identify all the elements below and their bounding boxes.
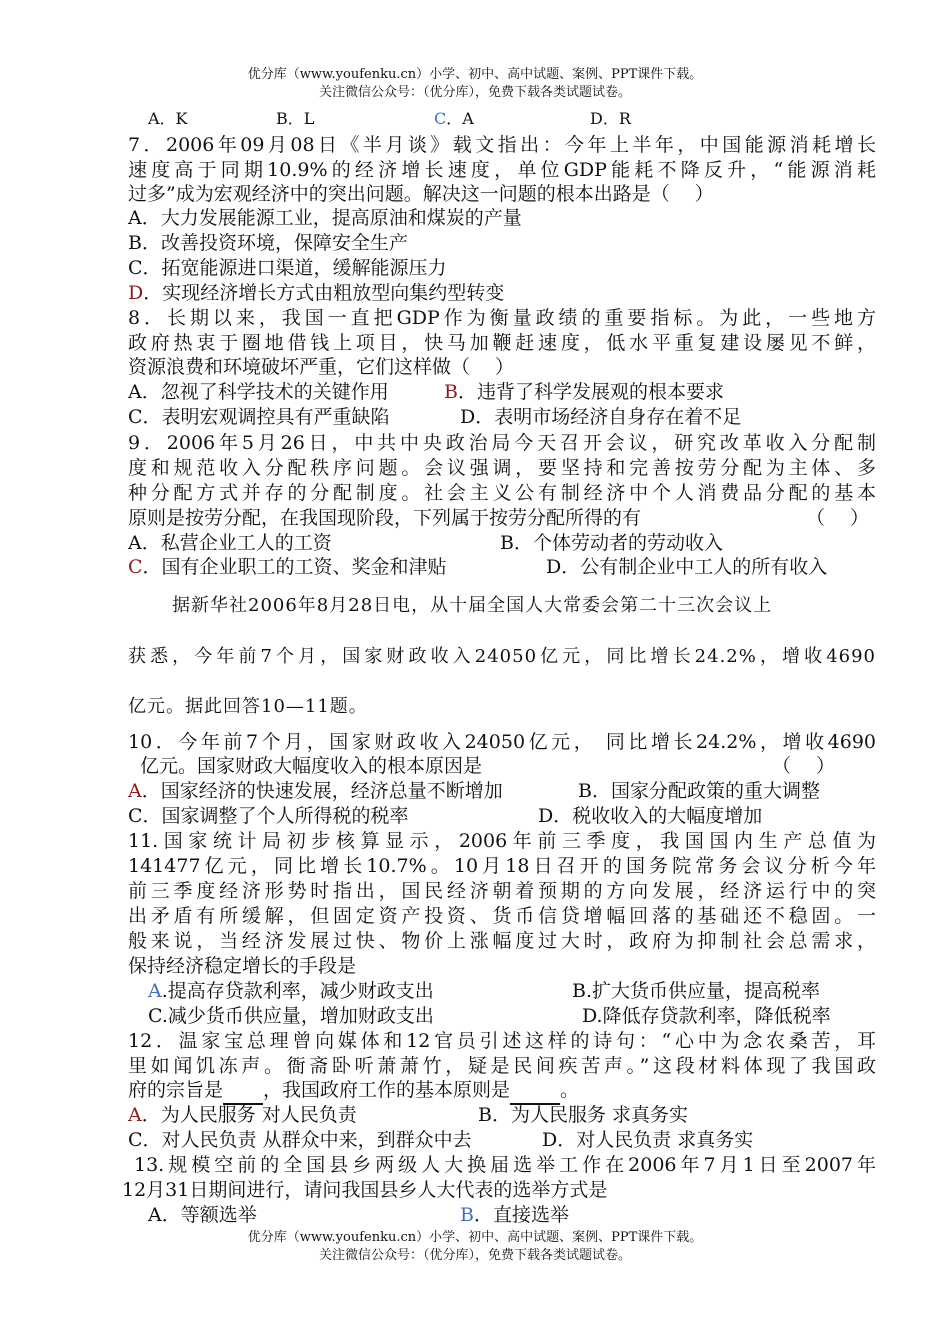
q11-stem-line: 出矛盾有所缓解，但固定资产投资、货币信贷增幅回落的基础还不稳固。一: [128, 905, 876, 927]
q11-stem-line: 般来说，当经济发展过快、物价上涨幅度过大时，政府为抑制社会总需求，: [128, 930, 876, 952]
q11-option-d: D.降低存贷款利率，降低税率: [582, 1005, 831, 1027]
q13-option-b: [460, 1203, 569, 1228]
q10-option-d: D．税收收入的大幅度增加: [538, 805, 763, 827]
q11-option-b: B.扩大货币供应量，提高税率: [572, 980, 821, 1002]
q13-stem-line: 12月31日期间进行，请问我国县乡人大代表的选举方式是: [122, 1179, 608, 1201]
q12-blank-2: [510, 1078, 560, 1105]
q12-option-b: B．为人民服务 求真务实: [478, 1104, 689, 1126]
q9-answer-letter: C: [128, 556, 143, 578]
q6-option-a: A．K: [148, 109, 188, 128]
q8-option-d: D．表明市场经济自身存在着不足: [460, 406, 742, 428]
q13-answer-letter: B: [460, 1204, 474, 1226]
q9-answer-paren: （ ）: [806, 507, 870, 529]
q8-stem-line: 政府热衷于圈地借钱上项目，快马加鞭赶速度，低水平重复建设屡见不鲜，: [128, 332, 876, 354]
q7-option-d-text: ．实现经济增长方式由粗放型向集约型转变: [143, 282, 505, 304]
q6-option-c-text: ．A: [446, 109, 474, 128]
q11-option-a-text: .提高存贷款利率，减少财政支出: [161, 980, 434, 1002]
footer-line-1: 优分库（www.youfenku.cn）小学、初中、高中试题、案例、PPT课件下载。: [247, 1230, 703, 1245]
q13-stem-line: 13.规模空前的全国县乡两级人大换届选举工作在2006年7月1日至2007年: [134, 1154, 876, 1176]
q9-option-c: [128, 555, 447, 580]
q9-option-c-text: ．国有企业职工的工资、奖金和津贴: [142, 556, 447, 578]
q11-stem-line: 保持经济稳定增长的手段是: [128, 955, 357, 977]
q9-stem-line: 9．2006年5月26日，中共中央政治局今天召开会议，研究改革收入分配制: [128, 432, 876, 454]
q10-option-a: [128, 779, 503, 804]
q7-stem-line: 7．2006年09月08日《半月谈》载文指出：今年上半年，中国能源消耗增长: [128, 134, 876, 156]
q7-stem-line: 速度高于同期10.9%的经济增长速度，单位GDP能耗不降反升，“能源消耗: [128, 159, 876, 181]
q8-option-b-text: ．违背了科学发展观的根本要求: [457, 381, 724, 403]
q12-option-a-text: ．为人民服务 对人民负责: [141, 1104, 357, 1126]
q12-option-d: D．对人民负责 求真务实: [542, 1129, 754, 1151]
q9-stem-line: 原则是按劳分配，在我国现阶段，下列属于按劳分配所得的有: [128, 507, 642, 529]
q12-stem-line: 12．温家宝总理曾向媒体和12官员引述这样的诗句：“心中为念农桑苦，耳: [128, 1030, 876, 1052]
q9-stem-line: 种分配方式并存的分配制度。社会主义公有制经济中个人消费品分配的基本: [128, 482, 876, 504]
q10-stem-line: 10．今年前7个月，国家财政收入24050亿元， 同比增长24.2%，增收4690: [128, 731, 876, 753]
q12-option-a: [128, 1103, 357, 1128]
q8-stem-line: 资源浪费和环境破坏严重，它们这样做（ ）: [128, 356, 515, 378]
q12-stem-line: 里如闻饥冻声。衙斋卧听萧萧竹，疑是民间疾苦声。”这段材料体现了我国政: [128, 1055, 876, 1077]
q6-option-c: [434, 106, 474, 131]
q9-option-a: A．私营企业工人的工资: [128, 532, 332, 554]
q12-blank-1: [223, 1078, 263, 1105]
passage-line: 亿元。据此回答10—11题。: [128, 696, 368, 717]
header-line-2: 关注微信公众号：（优分库），免费下载各类试题试卷。: [318, 85, 631, 100]
q13-option-b-text: ．直接选举: [473, 1204, 569, 1226]
q11-answer-letter: A: [148, 980, 162, 1002]
header-line-1: 优分库（www.youfenku.cn）小学、初中、高中试题、案例、PPT课件下载。: [247, 67, 703, 82]
q10-stem-line: 亿元。国家财政大幅度收入的根本原因是: [140, 755, 483, 777]
q10-option-a-text: ．国家经济的快速发展，经济总量不断增加: [141, 780, 503, 802]
q7-stem-line: 过多”成为宏观经济中的突出问题。解决这一问题的根本出路是（ ）: [128, 183, 714, 205]
q9-option-b: B．个体劳动者的劳动收入: [500, 532, 723, 554]
q12-text: 。: [560, 1079, 580, 1101]
q11-stem-line: 141477亿元，同比增长10.7%。10月18日召开的国务院常务会议分析今年: [128, 855, 876, 877]
q7-option-c: C．拓宽能源进口渠道，缓解能源压力: [128, 257, 447, 279]
q12-text: ，我国政府工作的基本原则是: [263, 1079, 511, 1101]
q9-option-d: D．公有制企业中工人的所有收入: [546, 556, 828, 578]
q10-option-b: B．国家分配政策的重大调整: [578, 780, 820, 802]
q12-answer-letter: A: [128, 1104, 142, 1126]
q8-option-a: A．忽视了科学技术的关键作用: [128, 381, 389, 403]
passage-line: 据新华社2006年8月28日电，从十届全国人大常委会第二十三次会议上: [172, 595, 773, 616]
q11-option-c: C.减少货币供应量，增加财政支出: [148, 1005, 434, 1027]
q8-stem-line: 8．长期以来，我国一直把GDP作为衡量政绩的重要指标。为此，一些地方: [128, 307, 876, 329]
q7-option-d: [128, 281, 504, 306]
q6-option-b: B．L: [276, 109, 315, 128]
q6-option-d: D．R: [590, 109, 631, 128]
q11-stem-line: 前三季度经济形势时指出，国民经济朝着预期的方向发展，经济运行中的突: [128, 880, 876, 902]
q8-option-c: C．表明宏观调控具有严重缺陷: [128, 406, 390, 428]
q10-option-c: C．国家调整了个人所得税的税率: [128, 805, 409, 827]
q11-stem-line: 11.国家统计局初步核算显示，2006年前三季度，我国国内生产总值为: [128, 830, 876, 852]
q12-stem-line: [128, 1078, 579, 1103]
q6-option-c-letter: C: [434, 109, 447, 128]
passage-line: 获悉，今年前7个月，国家财政收入24050亿元，同比增长24.2%，增收4690: [128, 646, 876, 667]
q7-answer-letter: D: [128, 282, 144, 304]
q10-answer-letter: A: [128, 780, 142, 802]
q8-answer-letter: B: [444, 381, 458, 403]
q12-option-c: C．对人民负责 从群众中来，到群众中去: [128, 1129, 472, 1151]
q10-answer-paren: （ ）: [772, 755, 836, 777]
footer-line-2: 关注微信公众号：（优分库），免费下载各类试题试卷。: [318, 1248, 631, 1263]
q12-text: 府的宗旨是: [128, 1079, 224, 1101]
q7-option-a: A．大力发展能源工业，提高原油和煤炭的产量: [128, 207, 522, 229]
q7-option-b: B．改善投资环境，保障安全生产: [128, 232, 408, 254]
q11-option-a: [148, 979, 434, 1004]
q8-option-b: [444, 380, 724, 405]
q9-stem-line: 度和规范收入分配秩序问题。会议强调，要坚持和完善按劳分配为主体、多: [128, 457, 876, 479]
q13-option-a: A．等额选举: [148, 1204, 257, 1226]
